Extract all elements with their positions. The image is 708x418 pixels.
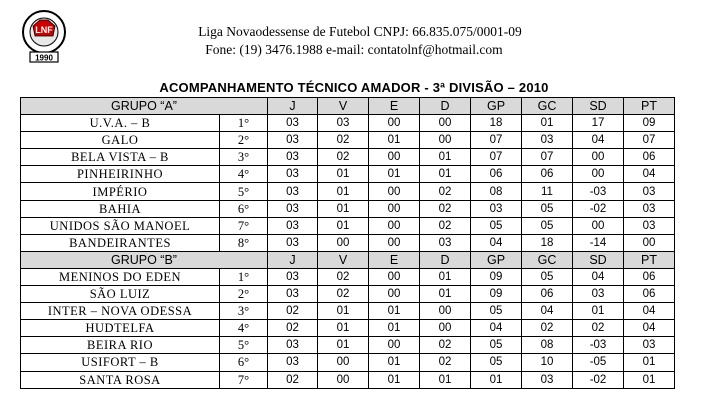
team-name: BAHIA [21,200,220,217]
stat-cell: 00 [369,115,420,132]
group-header-row [21,98,675,115]
stat-cell: 00 [318,371,369,388]
stat-cell: 03 [624,183,675,200]
team-name: BEIRA RIO [21,337,220,354]
stat-cell: 03 [471,200,522,217]
stat-cell: 04 [624,303,675,320]
stat-cell: 03 [268,132,318,149]
team-position: 3° [220,303,268,320]
stat-cell: -14 [573,234,624,251]
column-header: PT [624,251,675,268]
stat-cell: 00 [573,166,624,183]
stat-cell: 09 [624,115,675,132]
column-header: SD [573,251,624,268]
stat-cell: 02 [318,286,369,303]
table-row [21,371,675,388]
stat-cell: 03 [522,371,573,388]
table-row [21,200,675,217]
stat-cell: -02 [573,371,624,388]
stat-cell: 07 [522,149,573,166]
stat-cell: 01 [369,166,420,183]
stat-cell: 00 [369,268,420,285]
team-name: IMPÉRIO [21,183,220,200]
stat-cell: 09 [471,286,522,303]
stat-cell: 05 [522,200,573,217]
team-position: 7° [220,217,268,234]
stat-cell: 01 [420,268,471,285]
stat-cell: 18 [522,234,573,251]
team-name: GALO [21,132,220,149]
stat-cell: 00 [369,286,420,303]
stat-cell: 05 [471,217,522,234]
team-name: USIFORT – B [21,354,220,371]
stat-cell: -03 [573,183,624,200]
stat-cell: 06 [624,268,675,285]
stat-cell: 08 [522,337,573,354]
stat-cell: 02 [318,149,369,166]
team-name: PINHEIRINHO [21,166,220,183]
stat-cell: 03 [268,337,318,354]
stat-cell: 02 [522,320,573,337]
stat-cell: -05 [573,354,624,371]
team-position: 1° [220,268,268,285]
column-header: D [420,251,471,268]
table-row [21,303,675,320]
stat-cell: 02 [268,371,318,388]
column-header: E [369,251,420,268]
stat-cell: 03 [268,217,318,234]
stat-cell: 02 [268,320,318,337]
stat-cell: 04 [624,320,675,337]
team-position: 5° [220,337,268,354]
group-name: GRUPO “B” [21,251,268,268]
stat-cell: 00 [420,320,471,337]
stat-cell: 01 [318,337,369,354]
stat-cell: -03 [573,337,624,354]
team-position: 2° [220,286,268,303]
stat-cell: 01 [420,149,471,166]
table-row [21,320,675,337]
column-header: V [318,98,369,115]
team-name: U.V.A. – B [21,115,220,132]
stat-cell: 01 [420,286,471,303]
stat-cell: 02 [268,303,318,320]
stat-cell: 00 [420,303,471,320]
column-header: J [268,98,318,115]
stat-cell: 02 [420,200,471,217]
team-position: 2° [220,132,268,149]
column-header: D [420,98,471,115]
stat-cell: 18 [471,115,522,132]
team-name: SANTA ROSA [21,371,220,388]
stat-cell: 00 [369,217,420,234]
stat-cell: 02 [420,337,471,354]
stat-cell: 03 [268,183,318,200]
team-name: INTER – NOVA ODESSA [21,303,220,320]
stat-cell: 03 [318,115,369,132]
stat-cell: 04 [573,132,624,149]
svg-text:1990: 1990 [35,53,53,63]
page-title: ACOMPANHAMENTO TÉCNICO AMADOR - 3ª DIVISÃO – 2010 [159,80,549,95]
stat-cell: 02 [420,217,471,234]
svg-text:LNF: LNF [35,25,53,35]
team-position: 4° [220,320,268,337]
team-position: 4° [220,166,268,183]
stat-cell: 01 [624,371,675,388]
table-row [21,286,675,303]
team-name: UNIDOS SÃO MANOEL [21,217,220,234]
stat-cell: 01 [318,303,369,320]
group-name: GRUPO “A” [21,98,268,115]
table-row [21,132,675,149]
stat-cell: 01 [369,371,420,388]
stat-cell: 00 [318,354,369,371]
team-position: 7° [220,371,268,388]
stat-cell: 03 [268,115,318,132]
column-header: E [369,98,420,115]
stat-cell: 05 [471,337,522,354]
stat-cell: 00 [573,217,624,234]
stat-cell: 01 [420,371,471,388]
stat-cell: 03 [624,337,675,354]
stat-cell: 04 [471,234,522,251]
stat-cell: 01 [369,132,420,149]
column-header: SD [573,98,624,115]
stat-cell: 09 [471,268,522,285]
stat-cell: 04 [624,166,675,183]
stat-cell: 03 [624,200,675,217]
column-header: GC [522,98,573,115]
team-position: 6° [220,200,268,217]
column-header: GP [471,251,522,268]
stat-cell: 00 [369,183,420,200]
stat-cell: 03 [268,268,318,285]
column-header: V [318,251,369,268]
stat-cell: 01 [318,320,369,337]
stat-cell: 03 [573,286,624,303]
stat-cell: 01 [318,217,369,234]
stat-cell: 00 [573,149,624,166]
stat-cell: 01 [369,320,420,337]
stat-cell: 01 [318,166,369,183]
stat-cell: 00 [369,234,420,251]
stat-cell: 05 [471,354,522,371]
column-header: PT [624,98,675,115]
stat-cell: 01 [420,166,471,183]
stat-cell: 00 [624,234,675,251]
stat-cell: 03 [420,234,471,251]
standings-body [21,98,675,389]
team-name: BANDEIRANTES [21,234,220,251]
stat-cell: 01 [318,200,369,217]
standings-table [20,97,675,389]
stat-cell: 02 [420,354,471,371]
team-name: MENINOS DO EDEN [21,268,220,285]
stat-cell: 02 [318,132,369,149]
table-row [21,183,675,200]
team-position: 3° [220,149,268,166]
stat-cell: 03 [268,234,318,251]
stat-cell: 04 [573,268,624,285]
table-row [21,234,675,251]
stat-cell: 03 [268,354,318,371]
stat-cell: 04 [471,320,522,337]
table-row [21,337,675,354]
stat-cell: 00 [369,337,420,354]
stat-cell: 07 [471,132,522,149]
stat-cell: 02 [420,183,471,200]
stat-cell: 00 [420,115,471,132]
stat-cell: 03 [268,149,318,166]
team-name: SÃO LUIZ [21,286,220,303]
stat-cell: 06 [624,286,675,303]
stat-cell: -02 [573,200,624,217]
header-line-1: Liga Novaodessense de Futebol CNPJ: 66.835.075/0001-09 [198,24,522,39]
stat-cell: 07 [624,132,675,149]
team-position: 8° [220,234,268,251]
stat-cell: 01 [471,371,522,388]
stat-cell: 03 [268,166,318,183]
header-line-2: Fone: (19) 3476.1988 e-mail: contatolnf@hotmail.com [205,42,503,57]
team-position: 5° [220,183,268,200]
stat-cell: 07 [471,149,522,166]
stat-cell: 01 [624,354,675,371]
stat-cell: 03 [268,200,318,217]
stat-cell: 01 [369,354,420,371]
stat-cell: 06 [471,166,522,183]
stat-cell: 00 [369,200,420,217]
table-row [21,149,675,166]
stat-cell: 00 [318,234,369,251]
stat-cell: 05 [522,217,573,234]
team-position: 6° [220,354,268,371]
column-header: GC [522,251,573,268]
stat-cell: 03 [624,217,675,234]
stat-cell: 03 [522,132,573,149]
table-row [21,217,675,234]
stat-cell: 06 [624,149,675,166]
stat-cell: 08 [471,183,522,200]
group-header-row [21,251,675,268]
stat-cell: 06 [522,166,573,183]
stat-cell: 01 [522,115,573,132]
table-row [21,166,675,183]
team-name: BELA VISTA – B [21,149,220,166]
stat-cell: 00 [420,132,471,149]
team-name: HUDTELFA [21,320,220,337]
stat-cell: 05 [471,303,522,320]
table-row [21,115,675,132]
stat-cell: 01 [318,183,369,200]
stat-cell: 11 [522,183,573,200]
stat-cell: 06 [522,286,573,303]
stat-cell: 01 [573,303,624,320]
stat-cell: 04 [522,303,573,320]
column-header: J [268,251,318,268]
stat-cell: 05 [522,268,573,285]
stat-cell: 00 [369,149,420,166]
column-header: GP [471,98,522,115]
stat-cell: 17 [573,115,624,132]
stat-cell: 02 [573,320,624,337]
stat-cell: 01 [369,303,420,320]
stat-cell: 02 [318,268,369,285]
team-position: 1° [220,115,268,132]
table-row [21,268,675,285]
stat-cell: 03 [268,286,318,303]
stat-cell: 10 [522,354,573,371]
table-row [21,354,675,371]
